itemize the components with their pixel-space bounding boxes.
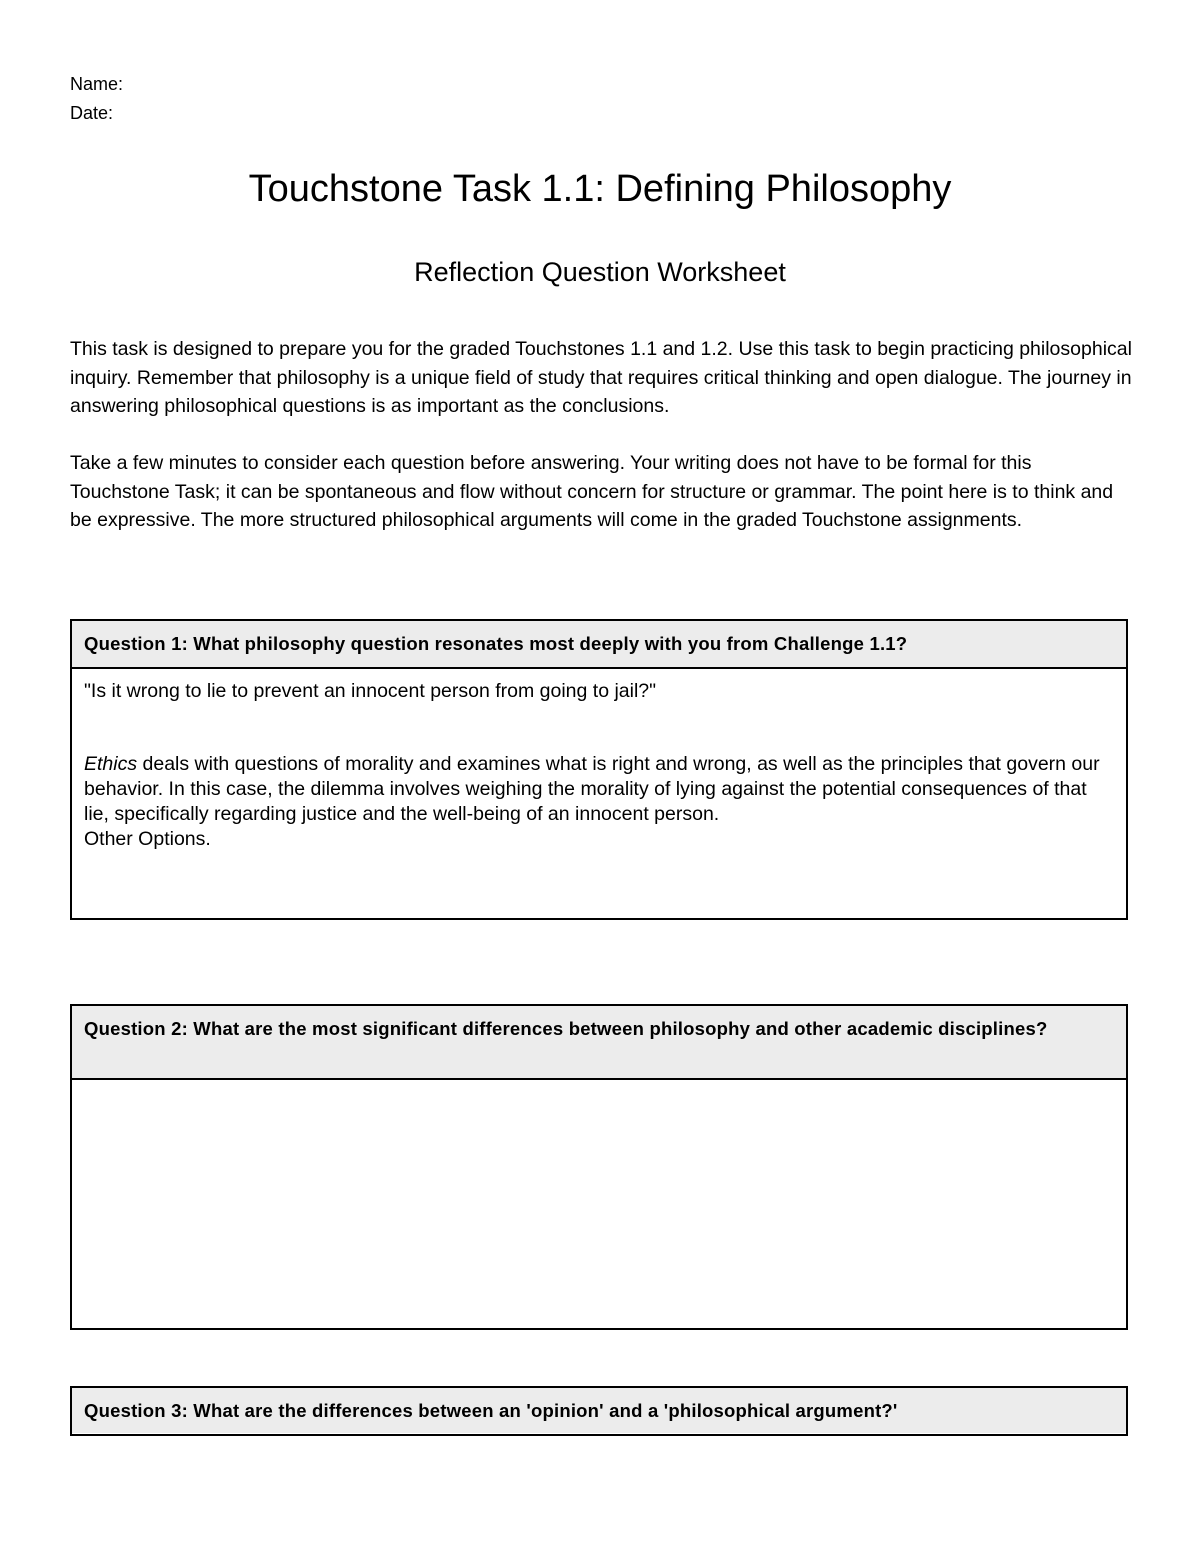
document-subtitle: Reflection Question Worksheet [414, 257, 786, 287]
intro-paragraph-1: This task is designed to prepare you for the graded Touchstones 1.1 and 1.2. Use this task to begin practicing philosophical inquiry. Remember that philosophy is a unique field of study that requires critical thinking and open dialogue. The journey in answering philosophical questions is as important as the conclusions. [70, 338, 1132, 417]
question-3-prompt: Question 3: What are the differences between an 'opinion' and a 'philosophical argument?' [72, 1388, 1126, 1433]
question-2-prompt: Question 2: What are the most significant differences between philosophy and other academic disciplines? [72, 1006, 1126, 1080]
answer-quote: "Is it wrong to lie to prevent an innocent person from going to jail?" [84, 680, 657, 702]
intro-paragraph-2: Take a few minutes to consider each question before answering. Your writing does not have to be formal for this Touchstone Task; it can be spontaneous and flow without concern for structure or grammar. The point here is to think and be expressive. The more structured philosophical arguments will come in the graded Touchstone assignments. [70, 452, 1114, 531]
answer-body: deals with questions of morality and examines what is right and wrong, as well as the principles that govern our behavior. In this case, the dilemma involves weighing the morality of lying against the potential consequences of that lie, specifically regarding justice and the well-being of an innocent person. [84, 753, 1100, 825]
header-fields [70, 70, 123, 128]
question-1-prompt: Question 1: What philosophy question resonates most deeply with you from Challenge 1.1? [72, 621, 1126, 669]
answer-closing: Other Options. [84, 828, 211, 850]
answer-italic-term: Ethics [84, 753, 138, 775]
answer-paragraph [84, 752, 1114, 827]
question-2-box [70, 1004, 1128, 1330]
question-2-answer[interactable] [72, 1080, 1126, 1100]
question-3-box [70, 1386, 1128, 1436]
name-label: Name: [70, 74, 124, 94]
document-title: Touchstone Task 1.1: Defining Philosophy [248, 168, 952, 210]
date-label: Date: [70, 103, 114, 123]
question-1-box [70, 619, 1128, 920]
question-1-answer[interactable] [72, 669, 1126, 862]
